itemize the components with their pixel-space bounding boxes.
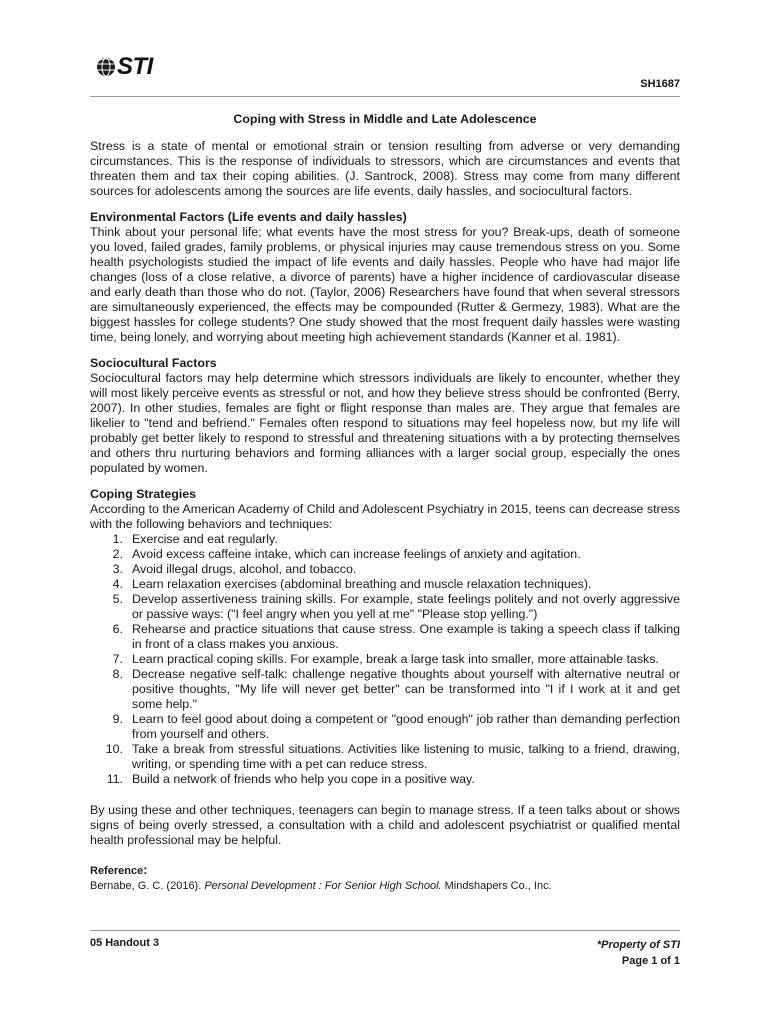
list-item bbox=[90, 622, 680, 652]
section-heading: Environmental Factors (Life events and daily hassles) bbox=[90, 210, 407, 224]
intro-paragraph: Stress is a state of mental or emotional strain or tension resulting from adverse or very demanding circumstances. This is the response of individuals to stressors, which are circumstances and events that threaten them and tax their coping abilities. (J. Santrock, 2008). Stress may come from many different sources for adolescents among the sources are life events, daily hassles, and sociocultural factors. bbox=[90, 139, 680, 198]
header-divider bbox=[90, 96, 680, 97]
list-number: 1. bbox=[112, 532, 123, 546]
citation-suffix: Mindshapers Co., Inc. bbox=[441, 880, 552, 892]
handout-label: 05 Handout 3 bbox=[90, 937, 160, 949]
section-body: According to the American Academy of Child and Adolescent Psychiatry in 2015, teens can decrease stress with the following behaviors and techniques: bbox=[90, 502, 680, 531]
list-text: Decrease negative self-talk: challenge negative thoughts about yourself with alternative neutral or positive thoughts, "My life will never get better" can be transformed into "I if I work at it and get some help." bbox=[132, 667, 680, 711]
citation-title: Personal Development : For Senior High School. bbox=[204, 880, 442, 892]
reference-citation bbox=[90, 879, 680, 894]
list-text: Exercise and eat regularly. bbox=[132, 532, 278, 546]
list-number: 7. bbox=[112, 652, 123, 666]
list-item bbox=[90, 667, 680, 712]
list-text: Take a break from stressful situations. Activities like listening to music, talking to a friend, drawing, writing, or spending time with a pet can reduce stress. bbox=[132, 742, 680, 771]
section-environmental bbox=[90, 210, 680, 345]
property-label: *Property of STI bbox=[596, 939, 680, 951]
list-item bbox=[90, 577, 680, 592]
reference-colon: : bbox=[143, 862, 148, 877]
document-body bbox=[90, 112, 680, 894]
logo-text: STI bbox=[117, 53, 153, 80]
list-text: Build a network of friends who help you cope in a positive way. bbox=[132, 772, 475, 786]
list-item bbox=[90, 532, 680, 547]
section-heading: Coping Strategies bbox=[90, 487, 197, 501]
globe-icon bbox=[96, 57, 116, 77]
list-text: Learn to feel good about doing a competent or "good enough" job rather than demanding perfection from yourself and others. bbox=[132, 712, 680, 741]
list-number: 8. bbox=[112, 667, 123, 681]
list-item bbox=[90, 712, 680, 742]
document-code: SH1687 bbox=[640, 78, 680, 90]
conclusion-paragraph: By using these and other techniques, teenagers can begin to manage stress. If a teen talks about or shows signs of being overly stressed, a consultation with a child and adolescent psychiatrist or qualified mental health professional may be helpful. bbox=[90, 803, 680, 847]
list-item bbox=[90, 592, 680, 622]
list-number: 4. bbox=[112, 577, 123, 591]
sti-logo bbox=[96, 55, 153, 79]
footer-info bbox=[597, 937, 680, 969]
list-number: 2. bbox=[112, 547, 123, 561]
list-text: Learn practical coping skills. For example, break a large task into smaller, more attainable tasks. bbox=[132, 652, 659, 666]
list-item bbox=[90, 742, 680, 772]
reference-label: Reference bbox=[90, 865, 144, 877]
list-text: Avoid excess caffeine intake, which can increase feelings of anxiety and agitation. bbox=[132, 547, 581, 561]
strategies-list bbox=[90, 532, 680, 787]
section-body: Sociocultural factors may help determine which stressors individuals are likely to encounter, whether they will most likely perceive events as stressful or not, and how they believe stress should be confronted (Berry, 2007). In other studies, females are fight or flight response than males are. They argue that females are likelier to "tend and befriend." Females often respond to situations may feel hopeless now, but my life will probably get better likely to respond to stressful and threatening situations with a by protecting themselves and others thru nurturing behaviors and forming alliances with a larger social group, especially the ones populated by women. bbox=[90, 371, 680, 475]
list-number: 5. bbox=[112, 592, 123, 606]
list-text: Avoid illegal drugs, alcohol, and tobacco. bbox=[132, 562, 357, 576]
list-item bbox=[90, 652, 680, 667]
list-text: Rehearse and practice situations that cause stress. One example is taking a speech class if talking in front of a class makes you anxious. bbox=[132, 622, 680, 651]
footer-divider bbox=[90, 930, 680, 931]
list-text: Learn relaxation exercises (abdominal breathing and muscle relaxation techniques). bbox=[132, 577, 592, 591]
citation-prefix: Bernabe, G. C. (2016). bbox=[90, 880, 205, 892]
section-heading: Sociocultural Factors bbox=[90, 356, 217, 370]
list-number: 9. bbox=[112, 712, 123, 726]
list-number: 3. bbox=[112, 562, 123, 576]
list-number: 6. bbox=[112, 622, 123, 636]
list-item bbox=[90, 772, 680, 787]
section-coping bbox=[90, 487, 680, 787]
page-title: Coping with Stress in Middle and Late Adolescence bbox=[233, 112, 537, 126]
list-item bbox=[90, 562, 680, 577]
list-text: Develop assertiveness training skills. For example, state feelings politely and not overly aggressive or passive ways: ("I feel angry when you yell at me" "Please stop yelling.") bbox=[132, 592, 680, 621]
reference-heading bbox=[90, 862, 680, 879]
section-sociocultural bbox=[90, 356, 680, 476]
list-number: 11. bbox=[106, 772, 123, 786]
section-body: Think about your personal life; what events have the most stress for you? Break-ups, death of someone you loved, failed grades, family problems, or physical injuries may cause tremendous stress on you. Some health psychologists studied the impact of life events and daily hassles. People who have had major life changes (loss of a close relative, a divorce of parents) have a higher incidence of cardiovascular disease and early death than those who do not. (Taylor, 2006) Researchers have found that when several stressors are simultaneously experienced, the effects may be compounded (Rutter & Germezy, 1983). What are the biggest hassles for college students? One study showed that the most frequent daily hassles were wasting time, being lonely, and worrying about meeting high achievement standards (Kanner et al. 1981). bbox=[90, 225, 680, 344]
list-item bbox=[90, 547, 680, 562]
list-number: 10. bbox=[105, 742, 123, 756]
page-number: Page 1 of 1 bbox=[621, 955, 680, 967]
